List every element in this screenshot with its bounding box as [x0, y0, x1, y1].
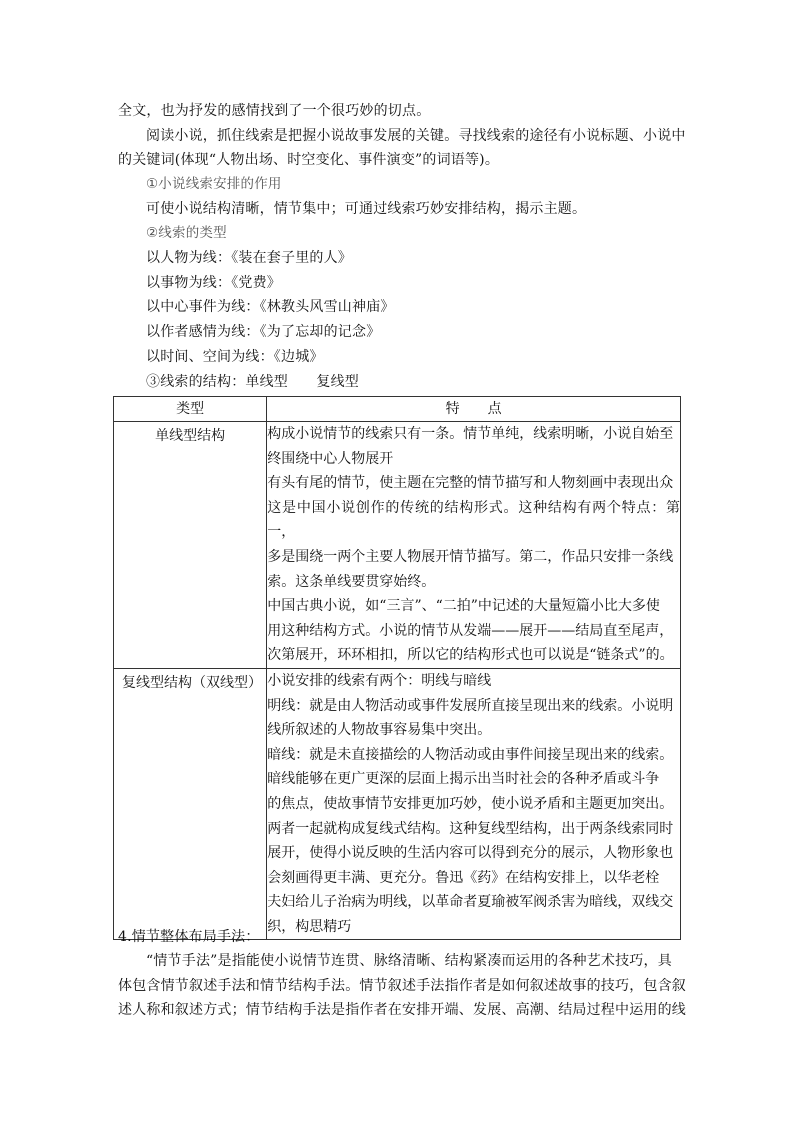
heading-clue-function: ①小说线索安排的作用: [146, 176, 282, 192]
intro-line-3: 的关键词(体现“人物出场、时空变化、事件演变”的词语等)。: [118, 152, 500, 168]
feature-line: 展开，使得小说反映的生活内容可以得到充分的展示，人物形象也: [267, 845, 674, 862]
table-header-row: [114, 397, 681, 422]
feature-line: 多是围绕一两个主要人物展开情节描写。第二，作品只安排一条线: [267, 548, 674, 565]
clue-function-text: 可使小说结构清晰，情节集中；可通过线索巧妙安排结构，揭示主题。: [146, 201, 587, 217]
feature-line: 暗线能够在更广更深的层面上揭示出当时社会的各种矛盾或斗争: [267, 771, 660, 788]
feature-line: 的焦点，使故事情节安排更加巧妙，使小说矛盾和主题更加突出。: [267, 795, 674, 812]
heading-clue-structure: ③线索的结构：单线型 复线型: [146, 374, 359, 390]
feature-line: 有头有尾的情节，使主题在完整的情节描写和人物刻画中表现出众: [267, 475, 674, 492]
table-header-feature: 特 点: [267, 397, 681, 422]
feature-line: 小说安排的线索有两个：明线与暗线: [267, 672, 492, 689]
feature-line: 织，构思精巧: [267, 918, 352, 935]
clue-type-object: 以事物为线：《党费》: [146, 275, 281, 291]
clue-structure-table: [113, 396, 681, 940]
feature-line: 终围绕中心人物展开: [267, 450, 394, 467]
row-type-single: 单线型结构: [114, 422, 267, 669]
feature-line: 明线：就是由人物活动或事件发展所直接呈现出来的线索。小说明: [267, 697, 674, 714]
clue-type-event: 以中心事件为线：《林教头风雪山神庙》: [146, 299, 395, 315]
row-feature-double: [267, 668, 681, 940]
heading-clue-types: ②线索的类型: [146, 225, 227, 241]
table-row: [114, 668, 681, 940]
feature-line: 次第展开，环环相扣，所以它的结构形式也可以说是“链条式”的。: [267, 647, 674, 664]
row-feature-single: [267, 422, 681, 669]
feature-line: 暗线：就是未直接描绘的人物活动或由事件间接呈现出来的线索。: [267, 746, 674, 763]
clue-type-emotion: 以作者感情为线：《为了忘却的记念》: [146, 324, 381, 340]
row-type-double: 复线型结构（双线型）: [114, 668, 267, 940]
section-4-line-2: 体包含情节叙述手法和情节结构手法。情节叙述手法指作者是如何叙述故事的技巧，包含叙: [118, 978, 686, 994]
feature-line: 构成小说情节的线索只有一条。情节单纯，线索明晰，小说自始至: [267, 426, 674, 442]
feature-line: 这是中国小说创作的传统的结构形式。这种结构有两个特点：第一，: [267, 499, 680, 541]
table-header-type: 类型: [114, 397, 267, 422]
feature-line: 夫妇给儿子治病为明线，以革命者夏瑜被军阀杀害为暗线，双线交: [267, 894, 674, 911]
feature-line: 用这种结构方式。小说的情节从发端——展开——结局直至尾声，: [267, 622, 674, 639]
section-4-line-1: “情节手法”是指能使小说情节连贯、脉络清晰、结构紧凑而运用的各种艺术技巧，具: [146, 953, 672, 969]
section-4-heading: 4.情节整体布局手法：: [118, 929, 260, 945]
feature-line: 两者一起就构成复线式结构。这种复线型结构，出于两条线索同时: [267, 820, 674, 837]
clue-type-person: 以人物为线：《装在套子里的人》: [146, 250, 352, 266]
feature-line: 会刻画得更丰满、更充分。鲁迅《药》在结构安排上，以华老栓: [267, 869, 660, 886]
table-row: [114, 422, 681, 669]
section-4-line-3: 述人称和叙述方式；情节结构手法是指作者在安排开端、发展、高潮、结局过程中运用的线: [118, 1002, 686, 1018]
feature-line: 索。这条单线要贯穿始终。: [267, 573, 436, 590]
intro-line-1: 全文，也为抒发的感情找到了一个很巧妙的切点。: [118, 103, 431, 119]
intro-line-2: 阅读小说，抓住线索是把握小说故事发展的关键。寻找线索的途径有小说标题、小说中: [146, 128, 686, 144]
clue-type-time-space: 以时间、空间为线：《边城》: [146, 349, 324, 365]
feature-line: 线所叙述的人物故事容易集中突出。: [267, 722, 492, 739]
feature-line: 中国古典小说，如“三言”、“二拍”中记述的大量短篇小比大多使: [267, 598, 660, 615]
